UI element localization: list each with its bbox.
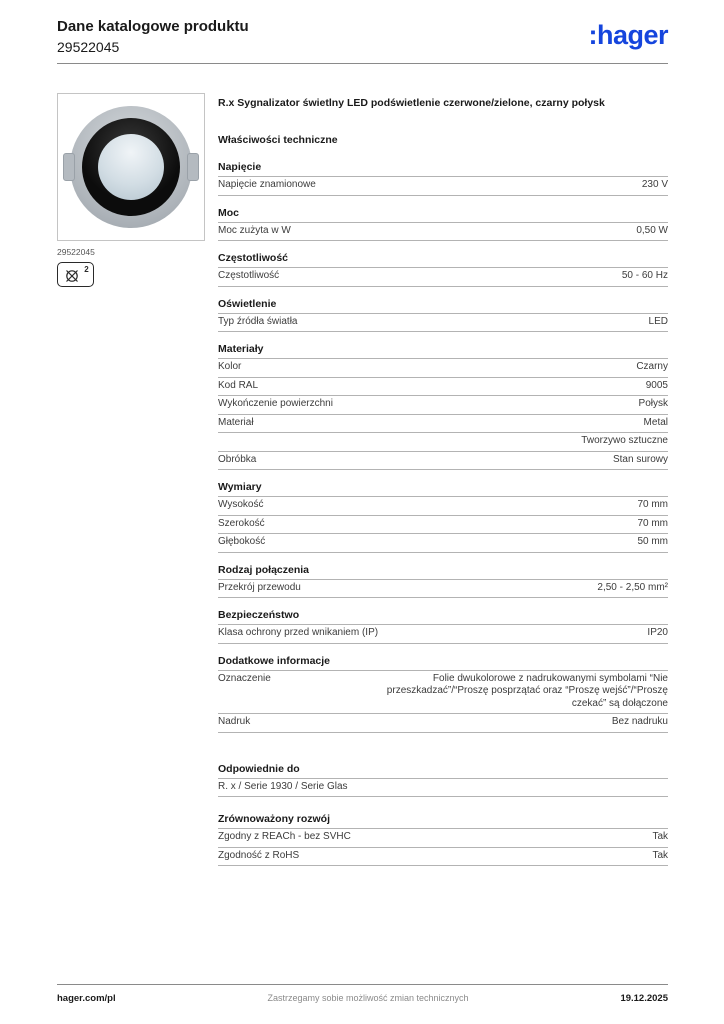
- spec-value: 2,50 - 2,50 mm²: [597, 581, 668, 593]
- spec-label: Materiał: [218, 416, 254, 428]
- footer-date: 19.12.2025: [620, 993, 668, 1004]
- spec-value: Metal: [643, 416, 668, 428]
- spec-section: [218, 479, 668, 553]
- spec-section-title: Częstotliwość: [218, 250, 668, 268]
- product-code: 29522045: [57, 39, 120, 55]
- spec-row: [218, 314, 668, 333]
- spec-value: Tworzywo sztuczne: [581, 435, 668, 447]
- spec-section-title: Bezpieczeństwo: [218, 607, 668, 625]
- spec-section: [218, 761, 668, 798]
- spec-value: LED: [648, 315, 668, 327]
- spec-section-title: Materiały: [218, 341, 668, 359]
- spec-row: [218, 378, 668, 397]
- spec-label: Zgodny z REACh - bez SVHC: [218, 831, 351, 843]
- footer-disclaimer: Zastrzegamy sobie możliwość zmian technicznych: [267, 993, 469, 1003]
- spec-label: Typ źródła światła: [218, 315, 298, 327]
- spec-section-title: Wymiary: [218, 479, 668, 497]
- spec-row: [218, 516, 668, 535]
- spec-label: Zgodność z RoHS: [218, 849, 300, 861]
- spec-row: [218, 223, 668, 242]
- spec-section-title: Oświetlenie: [218, 296, 668, 314]
- spec-value: Folie dwukolorowe z nadrukowanymi symbolami “Nie przeszkadzać”/“Proszę posprzątać oraz “Proszę wejść”/“Proszę czekać” są dołączone: [386, 672, 668, 709]
- spec-label: Klasa ochrony przed wnikaniem (IP): [218, 627, 379, 639]
- spec-section-title: Rodzaj połączenia: [218, 562, 668, 580]
- spec-row: [218, 415, 668, 434]
- spec-value: 0,50 W: [636, 224, 668, 236]
- lamp-not-included-icon: [57, 262, 94, 287]
- spec-value: 70 mm: [637, 517, 668, 529]
- spec-section-title: Zrównoważony rozwój: [218, 811, 668, 829]
- spec-row: [218, 268, 668, 287]
- icon-footnote-number: 2: [84, 265, 89, 274]
- spec-section: [218, 607, 668, 644]
- spec-value: Tak: [652, 849, 668, 861]
- spec-section-title: Odpowiednie do: [218, 761, 668, 779]
- spec-row: [218, 433, 668, 452]
- spec-row: [218, 625, 668, 644]
- spec-row: [218, 534, 668, 553]
- spec-value: 230 V: [641, 179, 668, 191]
- technical-properties-heading: Właściwości techniczne: [218, 134, 338, 147]
- header: [57, 18, 668, 64]
- spec-label: Szerokość: [218, 517, 265, 529]
- spec-row: [218, 829, 668, 848]
- spec-row: [218, 452, 668, 471]
- spec-value: Czarny: [636, 361, 668, 373]
- crossed-lamp-icon: [63, 266, 83, 284]
- spec-value: Połysk: [638, 398, 668, 410]
- image-caption: 29522045: [57, 247, 95, 257]
- spec-section: [218, 562, 668, 599]
- spec-label: Kod RAL: [218, 379, 259, 391]
- spec-value: 9005: [645, 379, 668, 391]
- spec-section-title: Napięcie: [218, 159, 668, 177]
- mounting-claw-left: [63, 153, 75, 181]
- spec-value: IP20: [647, 627, 668, 639]
- spec-section-title: Moc: [218, 205, 668, 223]
- spec-value: 70 mm: [637, 499, 668, 511]
- spec-label: Głębokość: [218, 536, 266, 548]
- footer-website-link[interactable]: hager.com/pl: [57, 993, 116, 1004]
- spec-label: Częstotliwość: [218, 270, 280, 282]
- spec-row: [218, 848, 668, 867]
- spec-label: Wykończenie powierzchni: [218, 398, 333, 410]
- spec-row: [218, 580, 668, 599]
- spec-label: Oznaczenie: [218, 672, 271, 684]
- footer: [57, 984, 668, 1004]
- main-content: [218, 96, 668, 866]
- spec-label: Napięcie znamionowe: [218, 179, 316, 191]
- spec-label: Moc zużyta w W: [218, 224, 291, 236]
- spec-row: [218, 714, 668, 733]
- spec-value: Tak: [652, 831, 668, 843]
- product-title: R.x Sygnalizator świetlny LED podświetlenie czerwone/zielone, czarny połysk: [218, 97, 605, 109]
- spec-row: [218, 497, 668, 516]
- spec-section: [218, 653, 668, 733]
- spec-section: [218, 205, 668, 242]
- spec-row: [218, 396, 668, 415]
- spec-label: Obróbka: [218, 453, 257, 465]
- spec-row: [218, 359, 668, 378]
- hager-logo: :hager: [588, 20, 668, 50]
- spec-label: Nadruk: [218, 716, 251, 728]
- spec-section: [218, 250, 668, 287]
- page-title: Dane katalogowe produktu: [57, 18, 249, 35]
- spec-row: [218, 671, 668, 715]
- spec-row: [218, 779, 668, 798]
- device-led-lens: [98, 134, 164, 200]
- spec-section-title: Dodatkowe informacje: [218, 653, 668, 671]
- spec-value: 50 mm: [637, 536, 668, 548]
- spec-section: [218, 159, 668, 196]
- spec-value: Stan surowy: [612, 453, 668, 465]
- spec-section: [218, 296, 668, 333]
- spec-value: Bez nadruku: [611, 716, 668, 728]
- mounting-claw-right: [187, 153, 199, 181]
- spec-label: R. x / Serie 1930 / Serie Glas: [218, 780, 348, 792]
- spec-sections: [218, 159, 668, 866]
- spec-section: [218, 811, 668, 866]
- spec-section: [218, 341, 668, 470]
- spec-label: Wysokość: [218, 499, 264, 511]
- spec-value: 50 - 60 Hz: [621, 270, 668, 282]
- spec-row: [218, 177, 668, 196]
- product-image: [57, 93, 205, 241]
- spec-label: Przekrój przewodu: [218, 581, 301, 593]
- header-text-block: [57, 18, 249, 55]
- spec-label: Kolor: [218, 361, 242, 373]
